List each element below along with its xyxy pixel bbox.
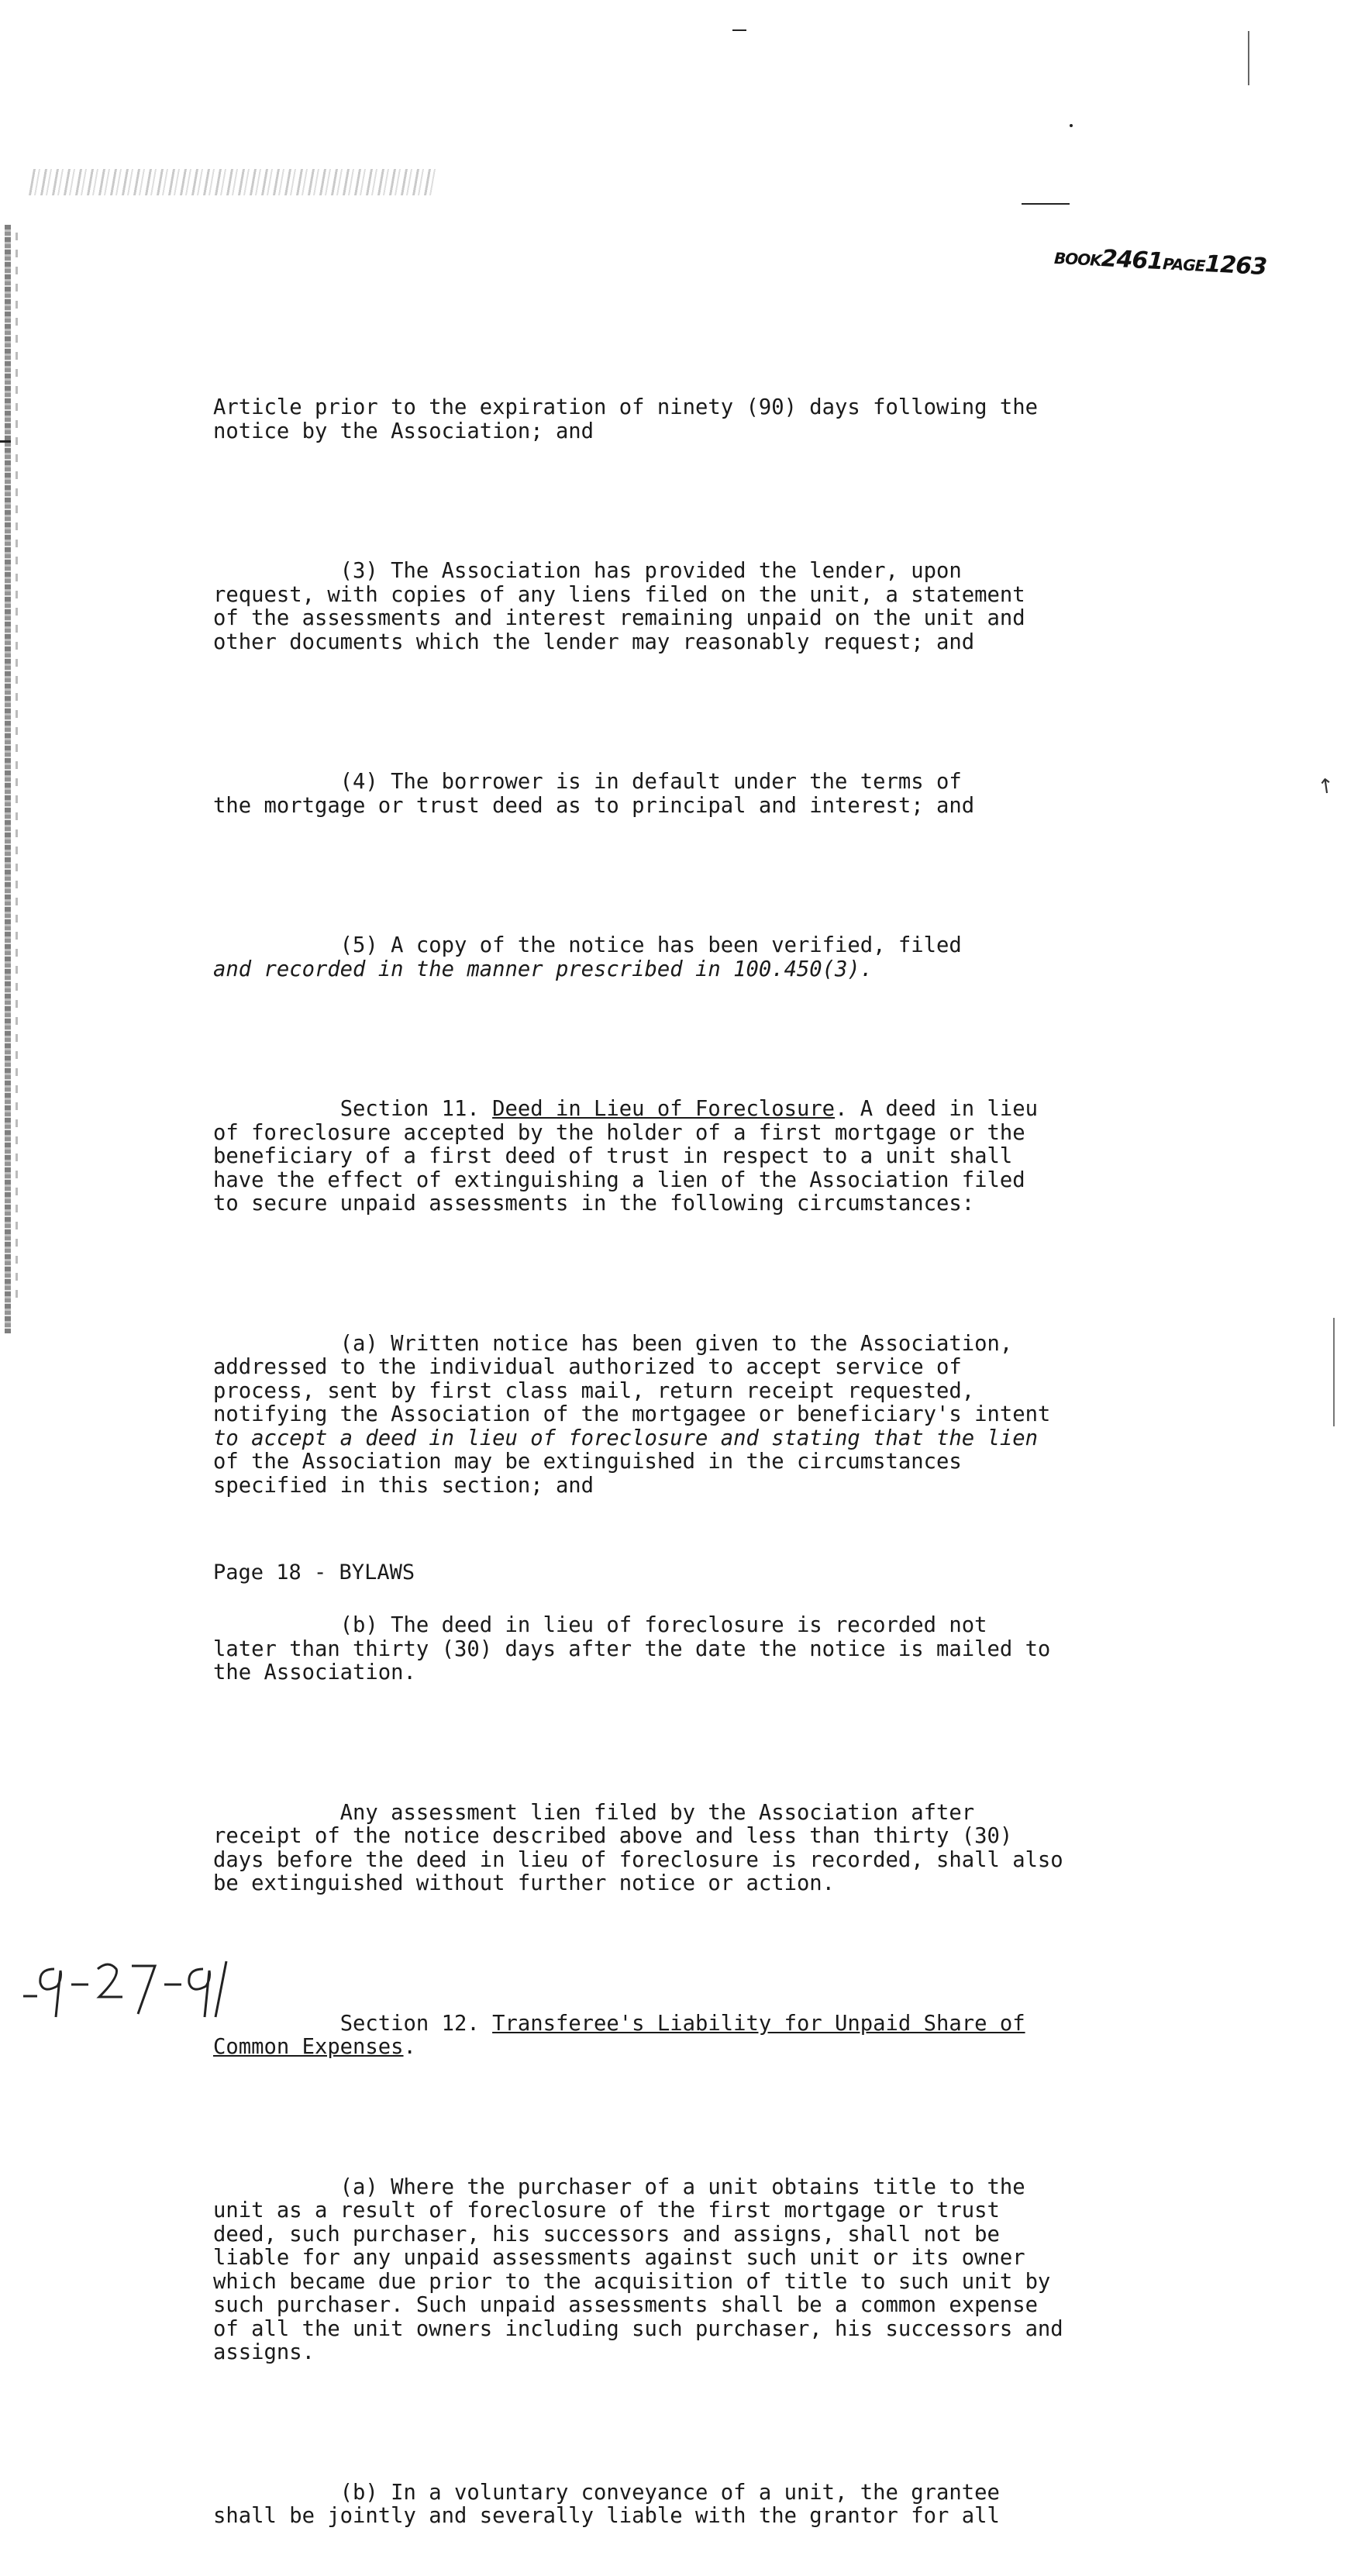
margin-tick	[732, 29, 746, 31]
paragraph-item-b-deed: (b) The deed in lieu of foreclosure is recorded not later than thirty (30) days after the date the notice is mailed to the Association.	[213, 1613, 1051, 1685]
paragraph-item-4: (4) The borrower is in default under the terms of the mortgage or trust deed as to principal and interest; and	[213, 770, 975, 818]
stamp-page-number: 1263	[1204, 250, 1267, 281]
paragraph-item-a-purchaser: (a) Where the purchaser of a unit obtains title to the unit as a result of foreclosure of the first mortgage or trust deed, such purchaser, his successors and assigns, shall not be liable for any unpaid assessments against such unit or its owner which became due prior to the acquisition of title to such unit by such purchaser. Such unpaid assessments shall be a common expense of all the unit owners including such purchaser, his successors and assigns.	[213, 2174, 1063, 2364]
section-11-number: Section 11.	[339, 1097, 493, 1121]
margin-tick	[0, 440, 11, 443]
scan-edge-artifact-secondary	[16, 233, 18, 1302]
margin-tick	[1022, 203, 1070, 205]
stamp-page-label: PAGE	[1162, 254, 1206, 275]
margin-line	[1333, 1318, 1335, 1426]
section-11-title: Deed in Lieu of Foreclosure	[492, 1097, 836, 1121]
margin-annotation-mark: ↑	[1316, 774, 1336, 800]
stamp-book-label: BOOK	[1053, 248, 1102, 270]
page-footer: Page 18 - BYLAWS	[213, 1560, 415, 1585]
handwritten-date	[23, 1938, 318, 2031]
section-12-number: Section 12.	[339, 2011, 493, 2036]
paragraph-article-continuation: Article prior to the expiration of ninety (90) days following the notice by the Association; and	[213, 395, 1038, 443]
recording-stamp	[1053, 243, 1267, 281]
paragraph-item-3: (3) The Association has provided the lender, upon request, with copies of any liens filed on the unit, a statement of the assessments and interest remaining unpaid on the unit and other documents which the lender may reasonably request; and	[213, 559, 1025, 654]
margin-dot	[1070, 124, 1073, 127]
paragraph-item-a-notice: (a) Written notice has been given to the Association, addressed to the individual authorized to accept service of process, sent by first class mail, return receipt requested, notifying the Association of the mortgagee or beneficiary's intent to accept a deed in lieu of foreclosure and stating that the lien of the Association may be extinguished in the circumstances specified in this section; and	[213, 1331, 1051, 1498]
margin-line	[1248, 31, 1249, 85]
paragraph-item-b-voluntary: (b) In a voluntary conveyance of a unit, the grantee shall be jointly and severally liable with the grantor for all	[213, 2480, 1000, 2528]
section-12: Section 12. Transferee's Liability for Unpaid Share of Common Expenses.	[213, 2011, 1025, 2059]
scan-smudge	[29, 169, 436, 195]
scan-edge-artifact	[5, 225, 11, 1333]
section-11: Section 11. Deed in Lieu of Foreclosure. A deed in lieu of foreclosure accepted by the holder of a first mortgage or the beneficiary of a first deed of trust in respect to a unit shall have the effect of extinguishing a lien of the Association filed to secure unpaid assessments in the following circumstances:	[213, 1097, 1038, 1216]
bylaws-body	[213, 349, 1120, 2576]
stamp-book-number: 2461	[1100, 245, 1164, 276]
section-12-title: Transferee's Liability for Unpaid Share of	[492, 2011, 1025, 2036]
paragraph-item-5: (5) A copy of the notice has been verified, filed and recorded in the manner prescribed in 100.450(3).	[213, 933, 962, 981]
section-12-title-cont: Common Expenses	[213, 2035, 404, 2059]
paragraph-lien-extinguished: Any assessment lien filed by the Association after receipt of the notice described above and less than thirty (30) days before the deed in lieu of foreclosure is recorded, shall also be extinguished without further notice or action.	[213, 1800, 1063, 1895]
